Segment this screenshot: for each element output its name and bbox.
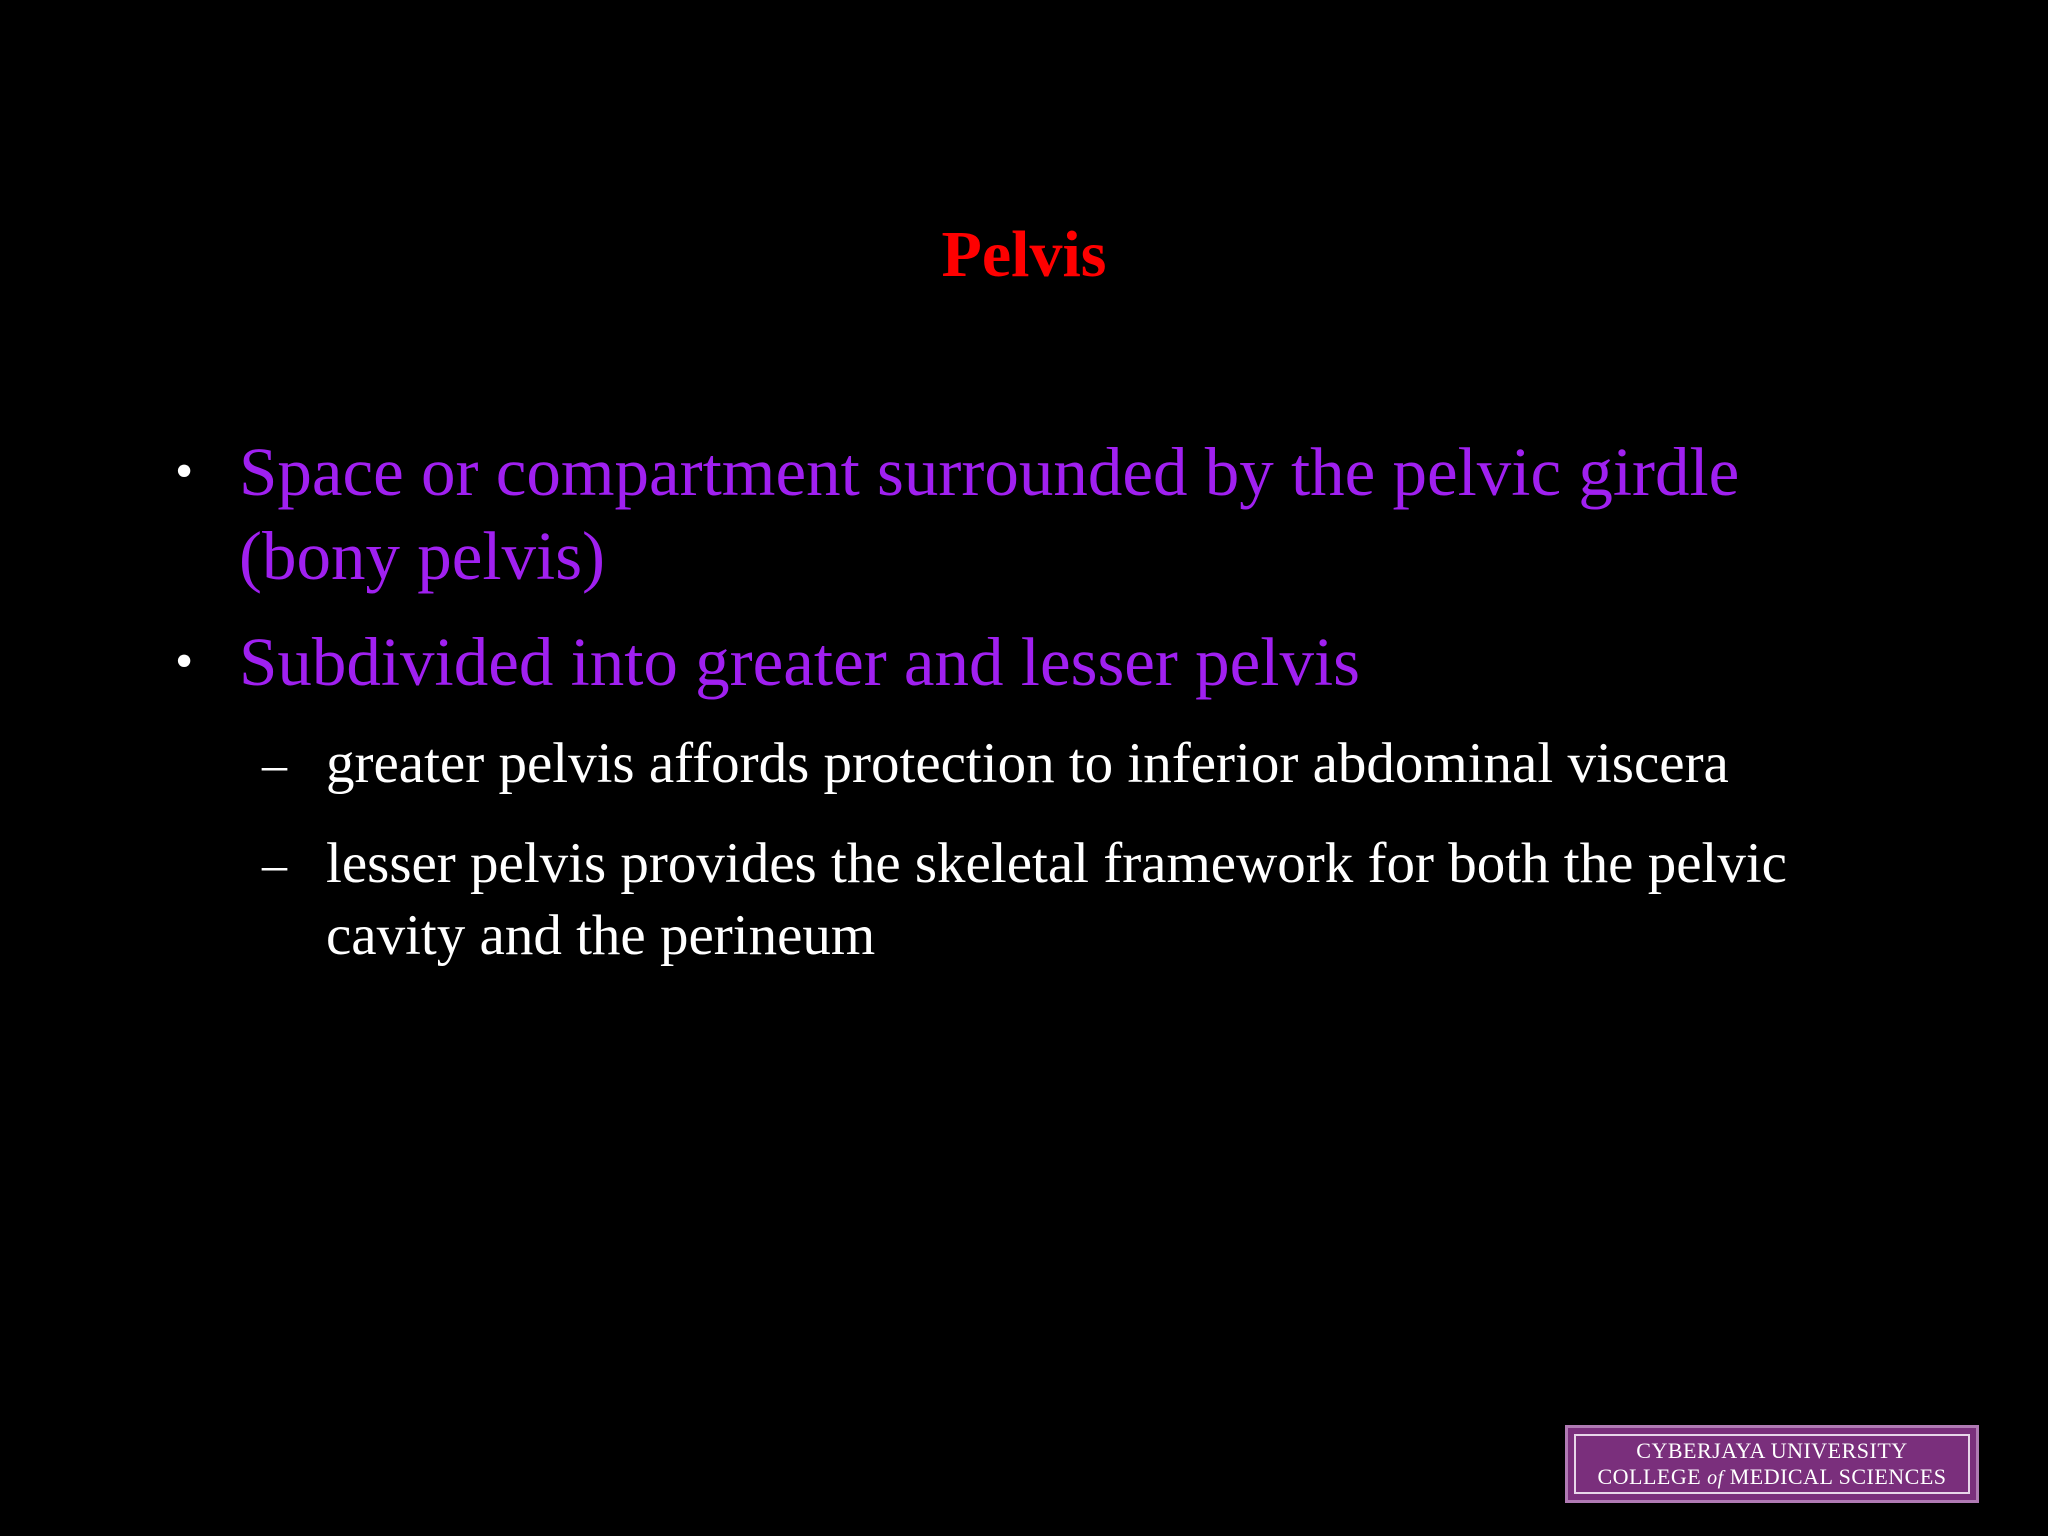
logo-line-college [1597,1464,1946,1491]
bullet-marker: • [175,443,194,500]
subbullet-text: greater pelvis affords protection to inferior abdominal viscera [326,732,1729,795]
bullet-item [175,620,1875,704]
logo-of-word: of [1707,1466,1724,1489]
logo-line-university: CYBERJAYA UNIVERSITY [1636,1437,1908,1463]
logo-frame [1574,1434,1970,1494]
bullet-text: Space or compartment surrounded by the pelvic girdle (bony pelvis) [239,434,1740,594]
subbullet-item [262,728,1912,800]
university-logo [1565,1425,1979,1503]
bullet-text: Subdivided into greater and lesser pelvis [239,624,1360,700]
logo-medical-sciences-word: MEDICAL SCIENCES [1723,1463,1947,1489]
subbullet-item [262,828,1912,972]
bullet-marker: • [175,633,194,690]
bullet-item [175,430,1875,598]
logo-college-word: COLLEGE [1597,1463,1708,1489]
subbullet-text: lesser pelvis provides the skeletal framework for both the pelvic cavity and the perineum [326,832,1787,967]
slide-title: Pelvis [941,218,1107,291]
subbullet-marker: – [262,736,287,792]
subbullet-marker: – [262,836,287,892]
